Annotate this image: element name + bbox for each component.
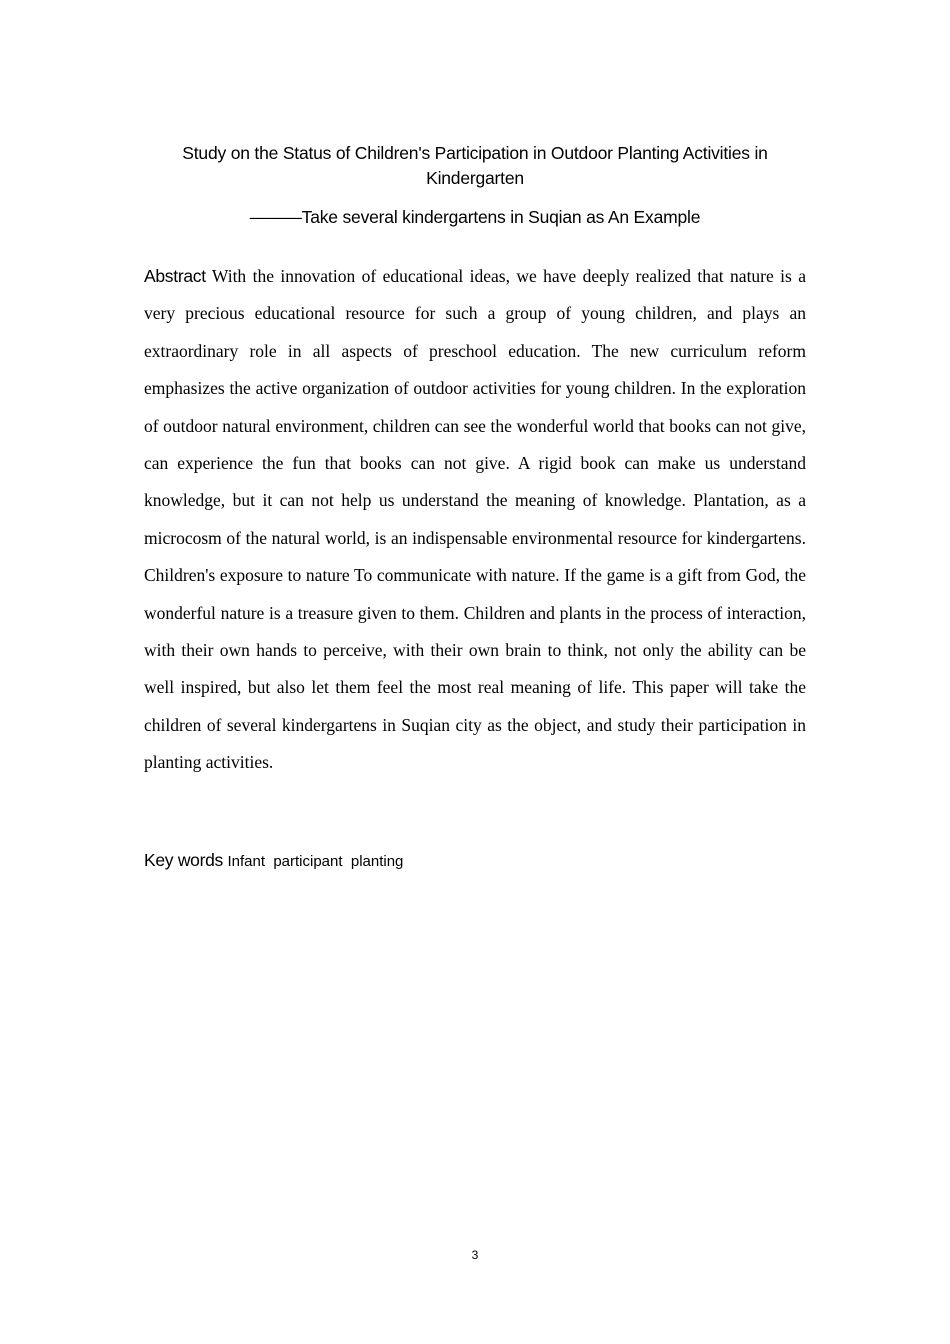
paper-title: Study on the Status of Children's Participation in Outdoor Planting Activities in Kindergarten — [182, 143, 768, 188]
keywords-label: Key words — [144, 850, 223, 870]
abstract-paragraph — [144, 258, 806, 782]
abstract-text: With the innovation of educational ideas, we have deeply realized that nature is a very precious educational resource for such a group of young children, and plays an extraordinary role in all aspects of preschool education. The new curriculum reform emphasizes the active organization of outdoor activities for young children. In the exploration of outdoor natural environment, children can see the wonderful world that books can not give, can experience the fun that books can not give. A rigid book can make us understand knowledge, but it can not help us understand the meaning of knowledge. Plantation, as a microcosm of the natural world, is an indispensable environmental resource for kindergartens. Children's exposure to nature To communicate with nature. If the game is a gift from God, the wonderful nature is a treasure given to them. Children and plants in the process of interaction, with their own hands to perceive, with their own brain to think, not only the ability can be well inspired, but also let them feel the most real meaning of life. This paper will take the children of several kindergartens in Suqian city as the object, and study their participation in planting activities. — [144, 266, 807, 773]
keywords-line — [144, 848, 806, 874]
keywords-values: Infant participant planting — [227, 853, 404, 870]
paper-subtitle: ———Take several kindergartens in Suqian as An Example — [249, 207, 701, 227]
abstract-label: Abstract — [144, 266, 206, 286]
page-number: 3 — [471, 1248, 479, 1262]
